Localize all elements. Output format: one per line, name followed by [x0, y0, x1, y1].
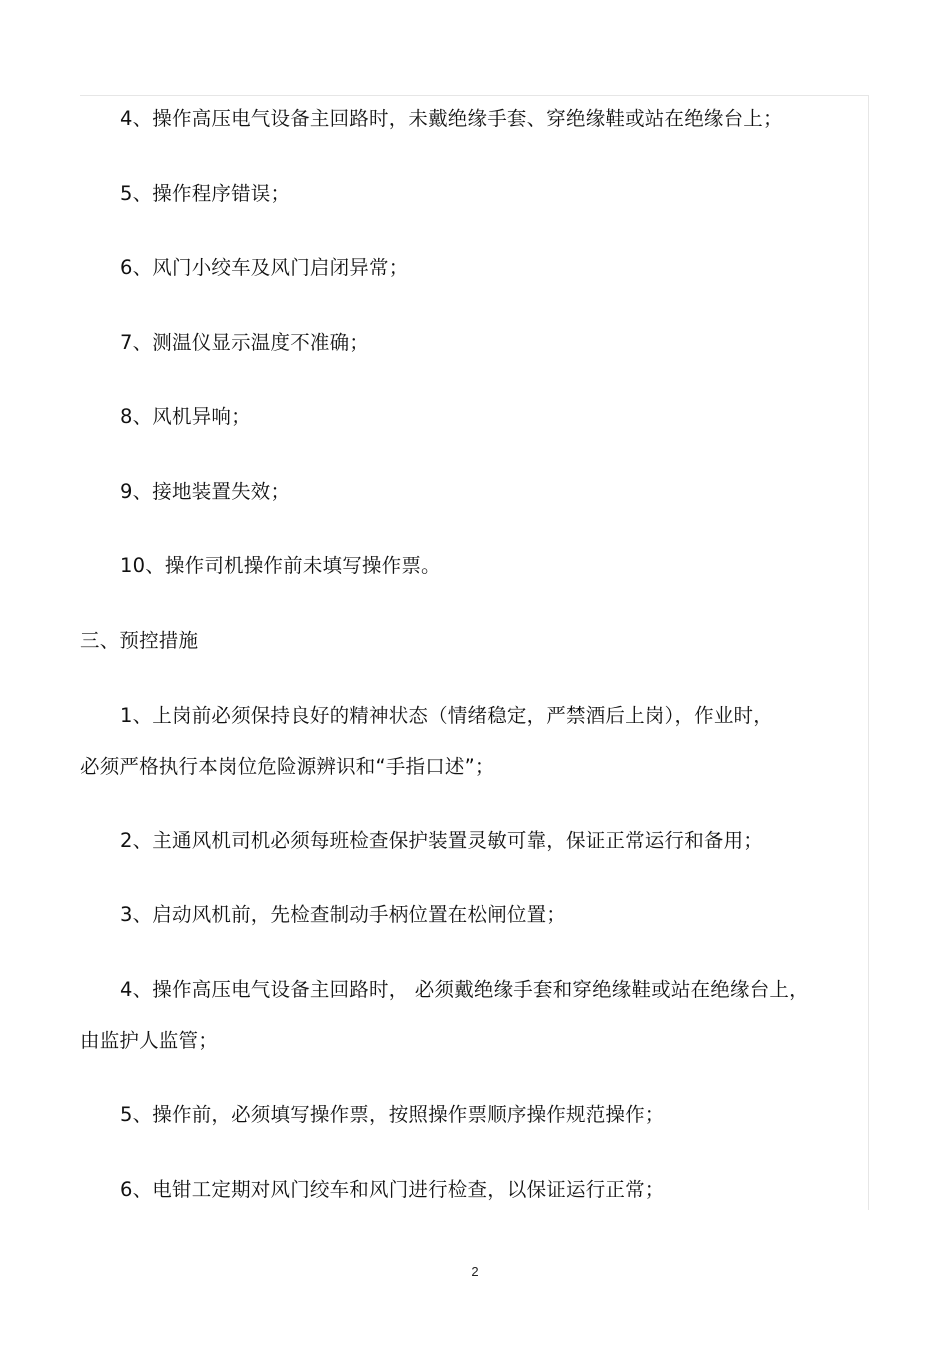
measure-4-line-2: 由监护人监管； [80, 1029, 218, 1052]
hazard-item-7: 7、测温仪显示温度不准确； [120, 331, 370, 354]
hazard-item-9: 9、接地装置失效； [120, 480, 291, 503]
measure-1-line-2: 必须严格执行本岗位危险源辨识和“手指口述”； [80, 755, 495, 778]
hazard-item-8: 8、风机异响； [120, 405, 251, 428]
hazard-item-10: 10、操作司机操作前未填写操作票。 [120, 554, 441, 577]
measure-2: 2、主通风机司机必须每班检查保护装置灵敏可靠，保证正常运行和备用； [120, 829, 764, 852]
hazard-item-5: 5、操作程序错误； [120, 182, 291, 205]
measure-4-line-1: 4、操作高压电气设备主回路时， 必须戴绝缘手套和穿绝缘鞋或站在绝缘台上， [120, 978, 809, 1001]
page-number: 2 [471, 1264, 479, 1279]
measure-3: 3、启动风机前，先检查制动手柄位置在松闸位置； [120, 903, 567, 926]
measure-1-line-1: 1、上岗前必须保持良好的精神状态（情绪稳定，严禁酒后上岗），作业时， [120, 704, 773, 727]
measure-5: 5、操作前，必须填写操作票，按照操作票顺序操作规范操作； [120, 1103, 665, 1126]
measure-6: 6、电钳工定期对风门绞车和风门进行检查，以保证运行正常； [120, 1178, 665, 1201]
hazard-item-6: 6、风门小绞车及风门启闭异常； [120, 256, 409, 279]
hazard-item-4: 4、操作高压电气设备主回路时，未戴绝缘手套、穿绝缘鞋或站在绝缘台上； [120, 107, 783, 130]
section-heading: 三、预控措施 [80, 629, 199, 652]
